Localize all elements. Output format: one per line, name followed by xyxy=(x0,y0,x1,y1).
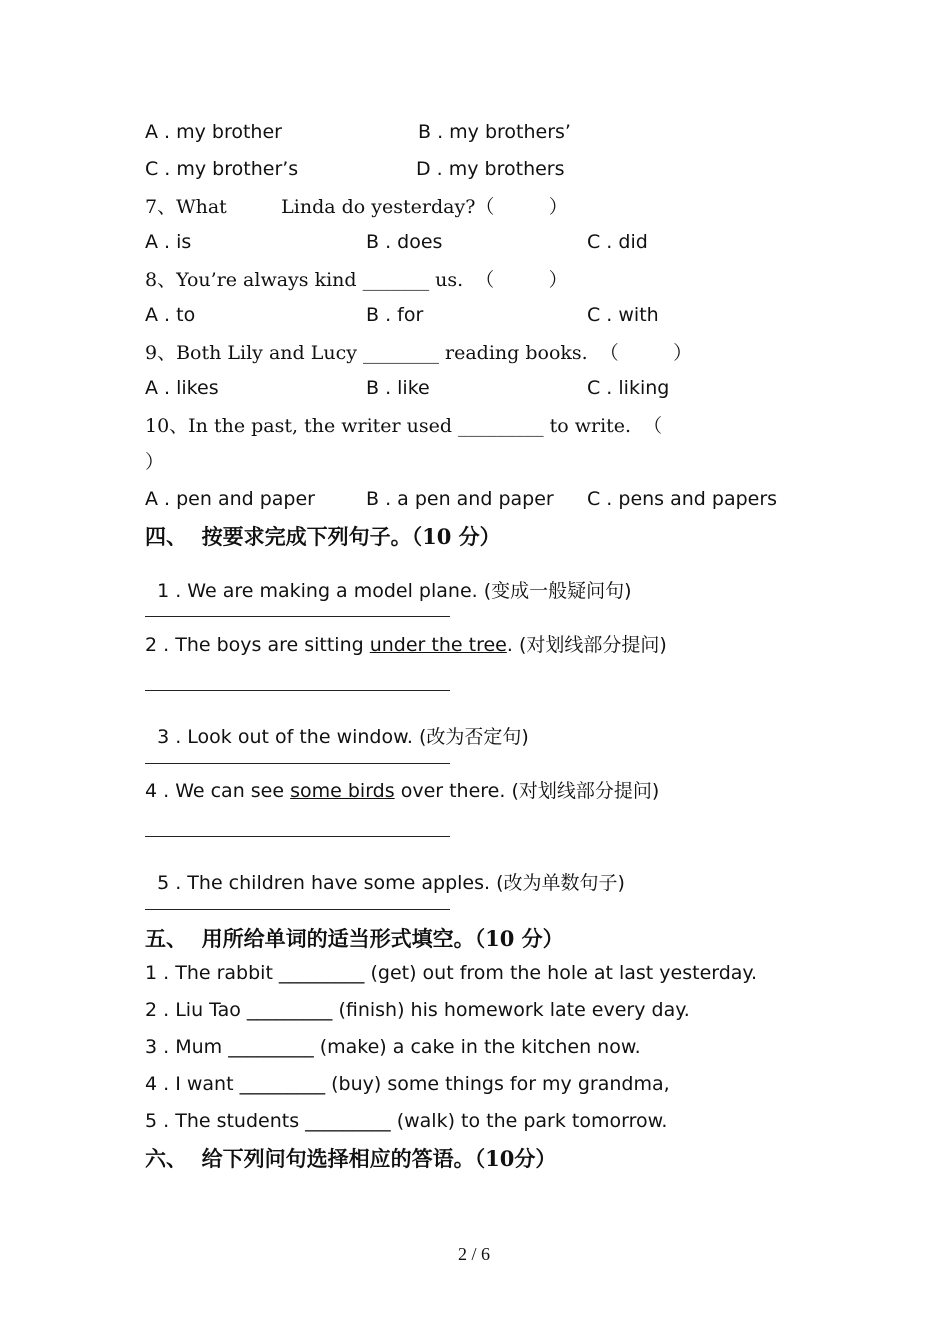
q7-option-a: A . is xyxy=(145,231,192,253)
question-10: 10、In the past, the writer used _________ to write. （ xyxy=(145,415,663,437)
question-8: 8、You’re always kind _______ us. （ ） xyxy=(145,269,568,291)
option-a: A . my brother xyxy=(145,121,282,143)
s4-item-4 xyxy=(145,782,659,801)
s4-item-1 xyxy=(145,563,632,601)
s4-item-5 xyxy=(145,855,625,893)
s4-item-3 xyxy=(145,709,529,747)
answer-line-1 xyxy=(145,616,450,617)
s4-item-4-instruction: over there. (对划线部分提问) xyxy=(394,780,660,802)
s4-item-2-text: 2 . The boys are sitting xyxy=(145,634,370,656)
q10-option-c: C . pens and papers xyxy=(587,488,778,510)
q9-option-c: C . liking xyxy=(587,377,670,399)
q9-option-a: A . likes xyxy=(145,377,219,399)
question-10-bracket-close: ） xyxy=(145,451,165,473)
s4-item-4-underlined: some birds xyxy=(290,780,395,802)
answer-line-4 xyxy=(145,836,450,837)
page-number: 2 / 6 xyxy=(458,1244,491,1264)
section-5-heading: 五、 用所给单词的适当形式填空。（10 分） xyxy=(145,926,564,951)
q10-option-b: B . a pen and paper xyxy=(366,488,554,510)
q7-option-b: B . does xyxy=(366,231,443,253)
option-d: D . my brothers xyxy=(416,158,565,180)
s5-item-5: 5 . The students _________ (walk) to the park tomorrow. xyxy=(145,1110,668,1132)
q7-option-c: C . did xyxy=(587,231,648,253)
s5-item-4: 4 . I want _________ (buy) some things for my grandma, xyxy=(145,1073,670,1095)
s4-item-2-instruction: . (对划线部分提问) xyxy=(506,634,667,656)
s5-item-2: 2 . Liu Tao _________ (finish) his homework late every day. xyxy=(145,999,690,1021)
q8-option-a: A . to xyxy=(145,304,196,326)
s5-item-3: 3 . Mum _________ (make) a cake in the kitchen now. xyxy=(145,1036,641,1058)
answer-line-3 xyxy=(145,763,450,764)
s4-item-2 xyxy=(145,636,667,655)
s4-item-3-text: 3 . Look out of the window. (改为否定句) xyxy=(157,726,529,748)
question-9: 9、Both Lily and Lucy ________ reading books. （ ） xyxy=(145,342,693,364)
s5-item-1: 1 . The rabbit _________ (get) out from the hole at last yesterday. xyxy=(145,962,758,984)
q10-option-a: A . pen and paper xyxy=(145,488,315,510)
option-c: C . my brother’s xyxy=(145,158,299,180)
q8-option-b: B . for xyxy=(366,304,424,326)
question-7: 7、What Linda do yesterday?（ ） xyxy=(145,196,568,218)
q9-option-b: B . like xyxy=(366,377,430,399)
q8-option-c: C . with xyxy=(587,304,659,326)
answer-line-2 xyxy=(145,690,450,691)
section-6-heading: 六、 给下列问句选择相应的答语。（10分） xyxy=(145,1146,557,1171)
s4-item-4-text: 4 . We can see xyxy=(145,780,291,802)
option-b: B . my brothers’ xyxy=(418,121,571,143)
s4-item-1-text: 1 . We are making a model plane. (变成一般疑问句) xyxy=(157,580,632,602)
answer-line-5 xyxy=(145,909,450,910)
section-4-heading: 四、 按要求完成下列句子。（10 分） xyxy=(145,524,501,549)
s4-item-2-underlined: under the tree xyxy=(369,634,507,656)
s4-item-5-text: 5 . The children have some apples. (改为单数句子) xyxy=(157,872,625,894)
